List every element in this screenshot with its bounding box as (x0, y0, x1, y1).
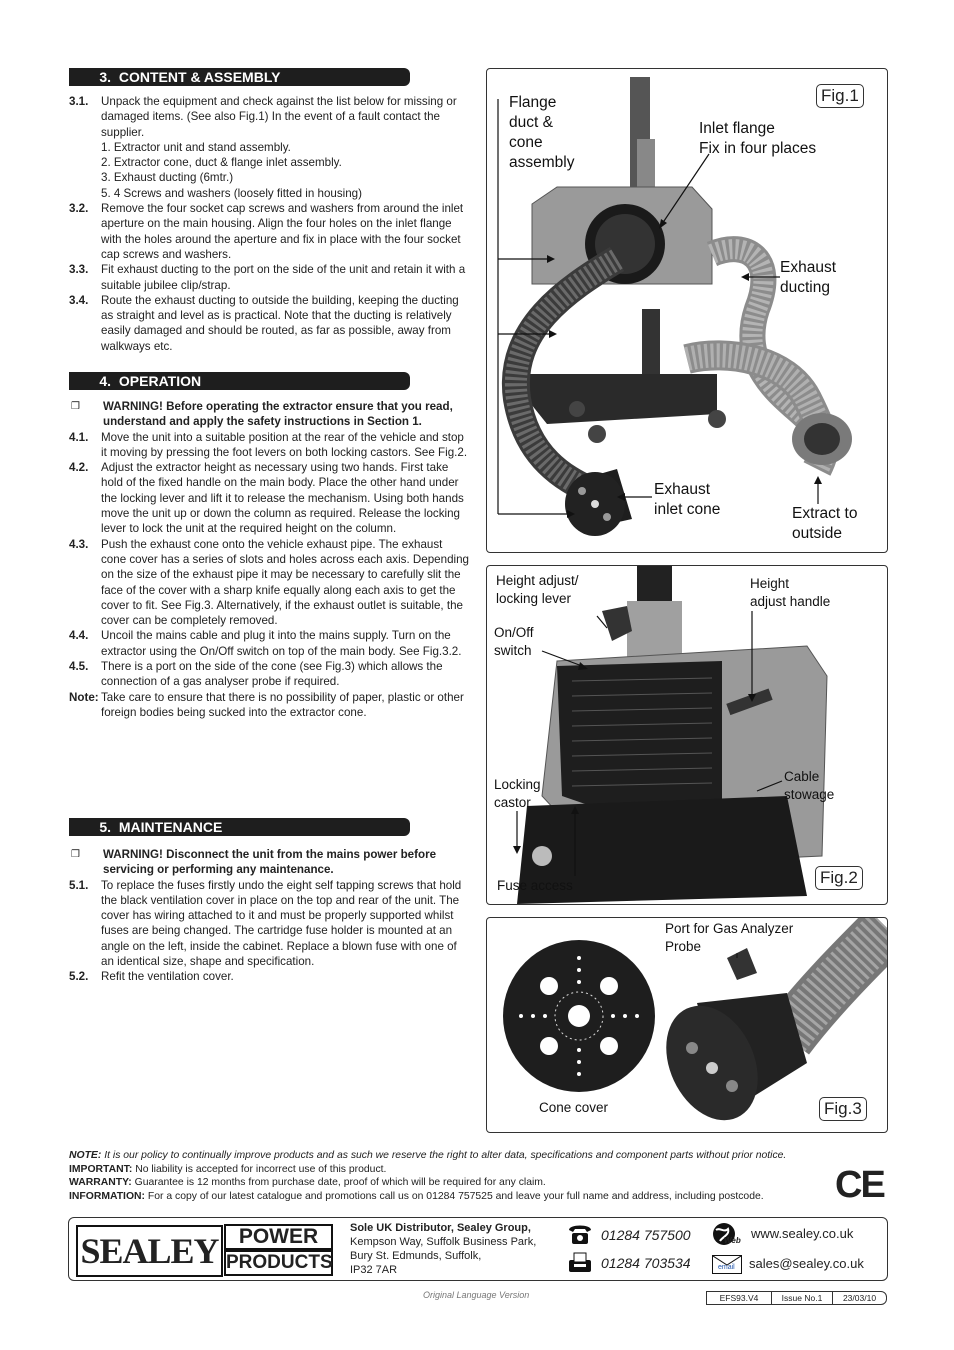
power-logo: POWER (224, 1224, 333, 1250)
list-item (69, 659, 469, 690)
item-text: 5. 4 Screws and washers (loosely fitted in housing) (101, 186, 362, 200)
fig1-tag: Fig.1 (816, 84, 864, 108)
section-number: 5. (99, 819, 111, 835)
list-item (69, 399, 469, 430)
item-number: 3.3. (69, 263, 89, 277)
distributor-address (350, 1221, 536, 1277)
item-text: Remove the four socket cap screws and washers from around the inlet aperture on the main housing. Align the four holes on the inlet flange with the holes around the aperture and fix in place with the four socket cap screws and washers. (101, 202, 464, 261)
item-text: 2. Extractor cone, duct & flange inlet assembly. (101, 156, 342, 170)
original-language-note: Original Language Version (423, 1290, 530, 1300)
fax-number[interactable]: 01284 703534 (601, 1255, 691, 1271)
figure-3 (486, 917, 888, 1133)
checkbox-bullet-icon: ❒ (71, 401, 80, 412)
section-header-operation (69, 372, 410, 390)
list-item (69, 262, 469, 293)
list-item (69, 690, 469, 721)
operation-list (69, 399, 469, 720)
label-exhaust-ducting: Exhaust ducting (780, 259, 837, 296)
list-item (69, 847, 469, 878)
products-logo: PRODUCTS (224, 1250, 333, 1276)
section-title: CONTENT & ASSEMBLY (118, 69, 281, 85)
item-number: 4.5. (69, 660, 89, 674)
label-fuse-access: Fuse access (497, 878, 573, 893)
item-number: 5.1. (69, 878, 89, 892)
information-label: INFORMATION: (69, 1190, 145, 1202)
sealey-logo: SEALEY (76, 1225, 223, 1277)
note-label: NOTE: (69, 1150, 102, 1161)
address-line-2: Bury St. Edmunds, Suffolk, (350, 1250, 482, 1262)
list-item (69, 140, 469, 155)
list-item (69, 186, 469, 201)
doc-code: EFS93.V4 (707, 1292, 772, 1304)
item-text: Fit exhaust ducting to the port on the side of the unit and retain it with a suitable jubilee clip/strap. (101, 263, 466, 292)
item-number: 4.3. (69, 537, 89, 551)
item-number: 4.4. (69, 629, 89, 643)
web-icon-label: Web (724, 1236, 741, 1245)
item-text: There is a port on the side of the cone (see Fig.3) which allows the connection of a gas analyser probe if required. (101, 660, 443, 689)
label-flange-duct-cone: Flange duct & cone assembly (509, 94, 575, 171)
label-on-off-switch: On/Off switch (494, 625, 534, 658)
label-cable-stowage: Cable stowage (784, 769, 835, 802)
item-number: 3.2. (69, 202, 89, 216)
issue-number: Issue No.1 (772, 1292, 833, 1304)
item-number: 4.2. (69, 461, 89, 475)
section-header-maintenance (69, 818, 410, 836)
fig2-tag: Fig.2 (815, 866, 863, 890)
document-code-box (706, 1291, 887, 1305)
item-text: Take care to ensure that there is no possibility of paper, plastic or other foreign bodies being sucked into the extractor cone. (101, 690, 464, 719)
label-height-adjust-lever: Height adjust/ locking lever (496, 573, 579, 606)
warranty-text: Guarantee is 12 months from purchase date, proof of which will be required for any claim. (134, 1177, 546, 1188)
item-number: 3.4. (69, 293, 89, 307)
warranty-label: WARRANTY: (69, 1177, 132, 1188)
item-number: 3.1. (69, 95, 89, 108)
item-number: Note: (69, 690, 99, 704)
checkbox-bullet-icon: ❒ (71, 849, 80, 860)
maintenance-list (69, 847, 469, 985)
list-item (69, 293, 469, 354)
item-text: 1. Extractor unit and stand assembly. (101, 140, 291, 154)
content-assembly-list (69, 94, 469, 354)
list-item (69, 201, 469, 262)
list-item (69, 628, 469, 659)
important-line (69, 1163, 869, 1177)
item-text: Unpack the equipment and check against the list below for missing or damaged items. (See also Fig.1) In the event of a fault contact the supplier. (101, 95, 457, 139)
list-item (69, 94, 469, 140)
item-text: Route the exhaust ducting to outside the building, keeping the ducting as straight and level as is practical. Note that the ducting is relatively easily damaged and should be routed, as far as possible, away from walkways etc. (101, 293, 459, 353)
warranty-line (69, 1176, 869, 1190)
label-gas-analyzer-port: Port for Gas Analyzer Probe (665, 921, 794, 954)
list-item (69, 170, 469, 185)
email-link[interactable]: sales@sealey.co.uk (749, 1256, 864, 1271)
web-globe-icon (710, 1221, 746, 1249)
ce-mark-icon: CE (835, 1164, 884, 1206)
section-number: 4. (99, 373, 111, 389)
section-number: 3. (99, 69, 111, 85)
section-title: MAINTENANCE (118, 819, 223, 835)
distributor-name: Sole UK Distributor, Sealey Group, (350, 1222, 531, 1234)
extractor-closeup-illustration (487, 566, 887, 904)
item-text: WARNING! Disconnect the unit from the mains power before servicing or performing any maintenance. (103, 848, 437, 877)
label-exhaust-inlet-cone: Exhaust inlet cone (654, 481, 721, 518)
information-line (69, 1190, 869, 1204)
list-item (69, 155, 469, 170)
note-line (69, 1149, 869, 1163)
email-envelope-icon (712, 1255, 742, 1274)
important-text: No liability is accepted for incorrect use of this product. (135, 1163, 387, 1175)
information-text: For a copy of our latest catalogue and promotions call us on 01284 757525 and leave your full name and address, including postcode. (147, 1190, 764, 1202)
list-item (69, 969, 469, 984)
label-height-adjust-handle: Height adjust handle (750, 576, 831, 609)
item-text: To replace the fuses firstly undo the eight self tapping screws that hold the black ventilation cover in place on the top and rear of the unit. The cover has wiring attached to it and must be properly supported whilst fuses are being changed. The cartridge fuse holder is mounted at an angle on the left, inside the cabinet. Replace a blown fuse with one of an identical size, shape and specification. (101, 878, 462, 969)
telephone-icon (566, 1222, 594, 1246)
list-item (69, 430, 469, 461)
figure-2 (486, 565, 888, 905)
figure-1 (486, 68, 888, 553)
label-cone-cover: Cone cover (539, 1100, 609, 1115)
important-label: IMPORTANT: (69, 1163, 133, 1175)
item-text: Refit the ventilation cover. (101, 970, 234, 984)
section-title: OPERATION (118, 373, 202, 389)
fax-icon (566, 1250, 594, 1274)
email-icon-label: email (718, 1264, 735, 1271)
item-text: WARNING! Before operating the extractor ensure that you read, understand and apply the safety instructions in Section 1. (103, 400, 453, 429)
item-number: 5.2. (69, 970, 89, 984)
website-link[interactable]: www.sealey.co.uk (751, 1226, 854, 1241)
list-item (69, 537, 469, 629)
item-text: Uncoil the mains cable and plug it into the mains supply. Turn on the extractor using the On/Off switch on top of the main body. See Fig.3.2. (101, 629, 462, 658)
item-text: Push the exhaust cone onto the vehicle exhaust pipe. The exhaust cone cover has a series of slots and holes across each axis. Depending on the size of the exhaust pipe it may be necessary to carefully slit the face of the cover with a sharp knife equally along each axis to get the cover to fit. See Fig.3. Alternatively, if the exhaust outlet is suitable, the cover can be completely removed. (101, 537, 469, 628)
phone-number[interactable]: 01284 757500 (601, 1227, 691, 1243)
item-text: Move the unit into a suitable position at the rear of the vehicle and stop it moving by pressing the foot levers on both locking castors. See Fig.2. (101, 430, 468, 459)
footer-contact-box (68, 1217, 888, 1281)
item-text: Adjust the extractor height as necessary using two hands. First take hold of the fixed handle on the main body. Place the other hand under the locking lever and lift it to release the mechanism. Using both hands move the unit up or down the column as required. Release the locking lever to lock the unit at the required height on the column. (101, 461, 464, 536)
legal-notes (69, 1149, 869, 1203)
item-number: 4.1. (69, 430, 89, 444)
fig3-tag: Fig.3 (819, 1097, 867, 1121)
label-locking-castor: Locking castor (494, 777, 541, 810)
section-header-content (69, 68, 410, 86)
list-item (69, 460, 469, 536)
address-line-1: Kempson Way, Suffolk Business Park, (350, 1236, 537, 1248)
label-inlet-flange: Inlet flange Fix in four places (699, 120, 817, 157)
list-item (69, 878, 469, 970)
address-line-3: IP32 7AR (350, 1264, 398, 1276)
issue-date: 23/03/10 (842, 1293, 877, 1303)
note-text: It is our policy to continually improve products and as such we reserve the right to alter data, specifications and component parts without prior notice. (104, 1150, 787, 1161)
label-extract-to-outside: Extract to outside (792, 505, 858, 542)
item-text: 3. Exhaust ducting (6mtr.) (101, 171, 234, 185)
